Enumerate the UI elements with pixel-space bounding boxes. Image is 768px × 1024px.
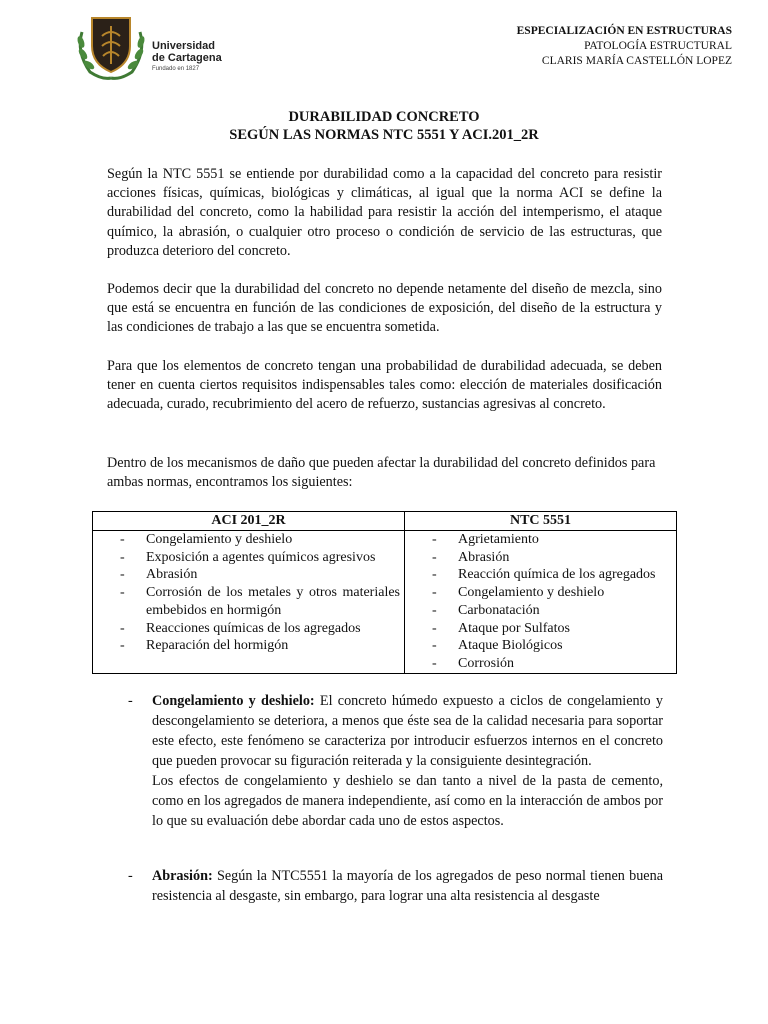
university-logo xyxy=(72,12,232,82)
bullet-dash: - xyxy=(128,868,133,884)
paragraph-4: Dentro de los mecanismos de daño que pueden afectar la durabilidad del concreto definidos para ambas normas, encontramos los siguientes: xyxy=(107,455,656,491)
paragraph-1: Según la NTC 5551 se entiende por durabilidad como a la capacidad del concreto para resistir acciones físicas, químicas, biológicas y climáticas, al igual que la norma ACI se define la durabilidad del concreto, como la habilidad para resistir la acción del intemperismo, el ataque químico, la abrasión, o cualquier otro proceso o condición de servicio de las estructuras, que produzca deterioro del concreto. xyxy=(107,166,662,259)
bullet-text: Según la NTC5551 la mayoría de los agregados de peso normal tienen buena resistencia al desgaste, sin embargo, para lograr una alta resistencia al desgaste xyxy=(152,868,663,904)
list-item: - Ataque por Sulfatos xyxy=(432,620,570,636)
university-name-line2: de Cartagena xyxy=(152,52,222,64)
bullet-body xyxy=(152,866,663,906)
bullet-extra: Los efectos de congelamiento y deshielo se dan tanto a nivel de la pasta de cemento, como en los agregados de manera independiente, así como en la interacción de ambos por lo que su evaluación debe abordar cada uno de estos aspectos. xyxy=(152,773,663,829)
list-item: - Abrasión xyxy=(120,567,198,583)
title-line1: DURABILIDAD CONCRETO xyxy=(288,109,480,125)
paragraph-3: Para que los elementos de concreto tengan una probabilidad de durabilidad adecuada, se deben tener en cuenta ciertos requisitos indispensables tales como: elección de materiales dosificación adecuada, curado, recubrimiento del acero de refuerzo, sustancias agresivas al concreto. xyxy=(107,358,662,413)
table-cell-aci xyxy=(93,531,405,674)
bullet-term: Congelamiento y deshielo: xyxy=(152,693,315,709)
title-line2: SEGÚN LAS NORMAS NTC 5551 Y ACI.201_2R xyxy=(229,127,539,143)
list-item: - Abrasión xyxy=(432,549,510,565)
bullet-term: Abrasión: xyxy=(152,868,213,884)
table-header-row xyxy=(93,512,677,531)
table-row xyxy=(93,531,677,674)
list-item: - Corrosión de los metales y otros materiales embebidos en hormigón xyxy=(120,585,400,618)
university-founded: Fundado en 1827 xyxy=(152,66,200,72)
list-item: - Agrietamiento xyxy=(432,532,539,547)
bullet-dash: - xyxy=(128,693,133,709)
damage-mechanisms-table xyxy=(92,511,677,674)
list-item: - Reparación del hormigón xyxy=(120,638,289,654)
table-cell-ntc xyxy=(405,531,677,674)
document-title xyxy=(0,108,768,144)
paragraph-2: Podemos decir que la durabilidad del concreto no depende netamente del diseño de mezcla, sino que está se encuentra en función de las condiciones de exposición, del diseño de la estructura y las condiciones de trabajo a las que se encuentra sometida. xyxy=(107,281,662,336)
table-header-aci: ACI 201_2R xyxy=(93,512,405,531)
bullet-text: El concreto húmedo expuesto a ciclos de congelamiento y descongelamiento se deteriora, a menos que éste sea de la calidad necesaria para soportar este efecto, este fenómeno se caracteriza por introducir esfuerzos internos en el concreto que pueden provocar su figuración reiterada y la consiguiente desintegración. xyxy=(152,693,663,769)
list-item: - Corrosión xyxy=(432,655,514,671)
list-item: - Congelamiento y deshielo xyxy=(120,532,293,547)
list-item: - Reacciones químicas de los agregados xyxy=(120,620,361,636)
list-item: - Exposición a agentes químicos agresivos xyxy=(120,549,376,565)
document-header xyxy=(517,24,732,69)
aci-list xyxy=(93,531,404,655)
header-specialization: ESPECIALIZACIÓN EN ESTRUCTURAS xyxy=(516,25,732,37)
bullet-abrasion xyxy=(128,866,663,906)
table-header-ntc: NTC 5551 xyxy=(405,512,677,531)
ntc-list xyxy=(405,531,676,673)
university-name-line1: Universidad xyxy=(152,40,215,52)
header-course: PATOLOGÍA ESTRUCTURAL xyxy=(584,40,732,52)
list-item: - Ataque Biológicos xyxy=(432,638,563,654)
header-author: CLARIS MARÍA CASTELLÓN LOPEZ xyxy=(541,55,732,67)
list-item: - Carbonatación xyxy=(432,602,540,618)
bullet-body xyxy=(152,691,663,831)
bullet-freeze-thaw xyxy=(128,691,663,831)
list-item: - Reacción química de los agregados xyxy=(432,567,656,583)
crest-icon xyxy=(72,12,150,82)
university-wordmark xyxy=(152,40,222,72)
list-item: - Congelamiento y deshielo xyxy=(432,585,605,601)
